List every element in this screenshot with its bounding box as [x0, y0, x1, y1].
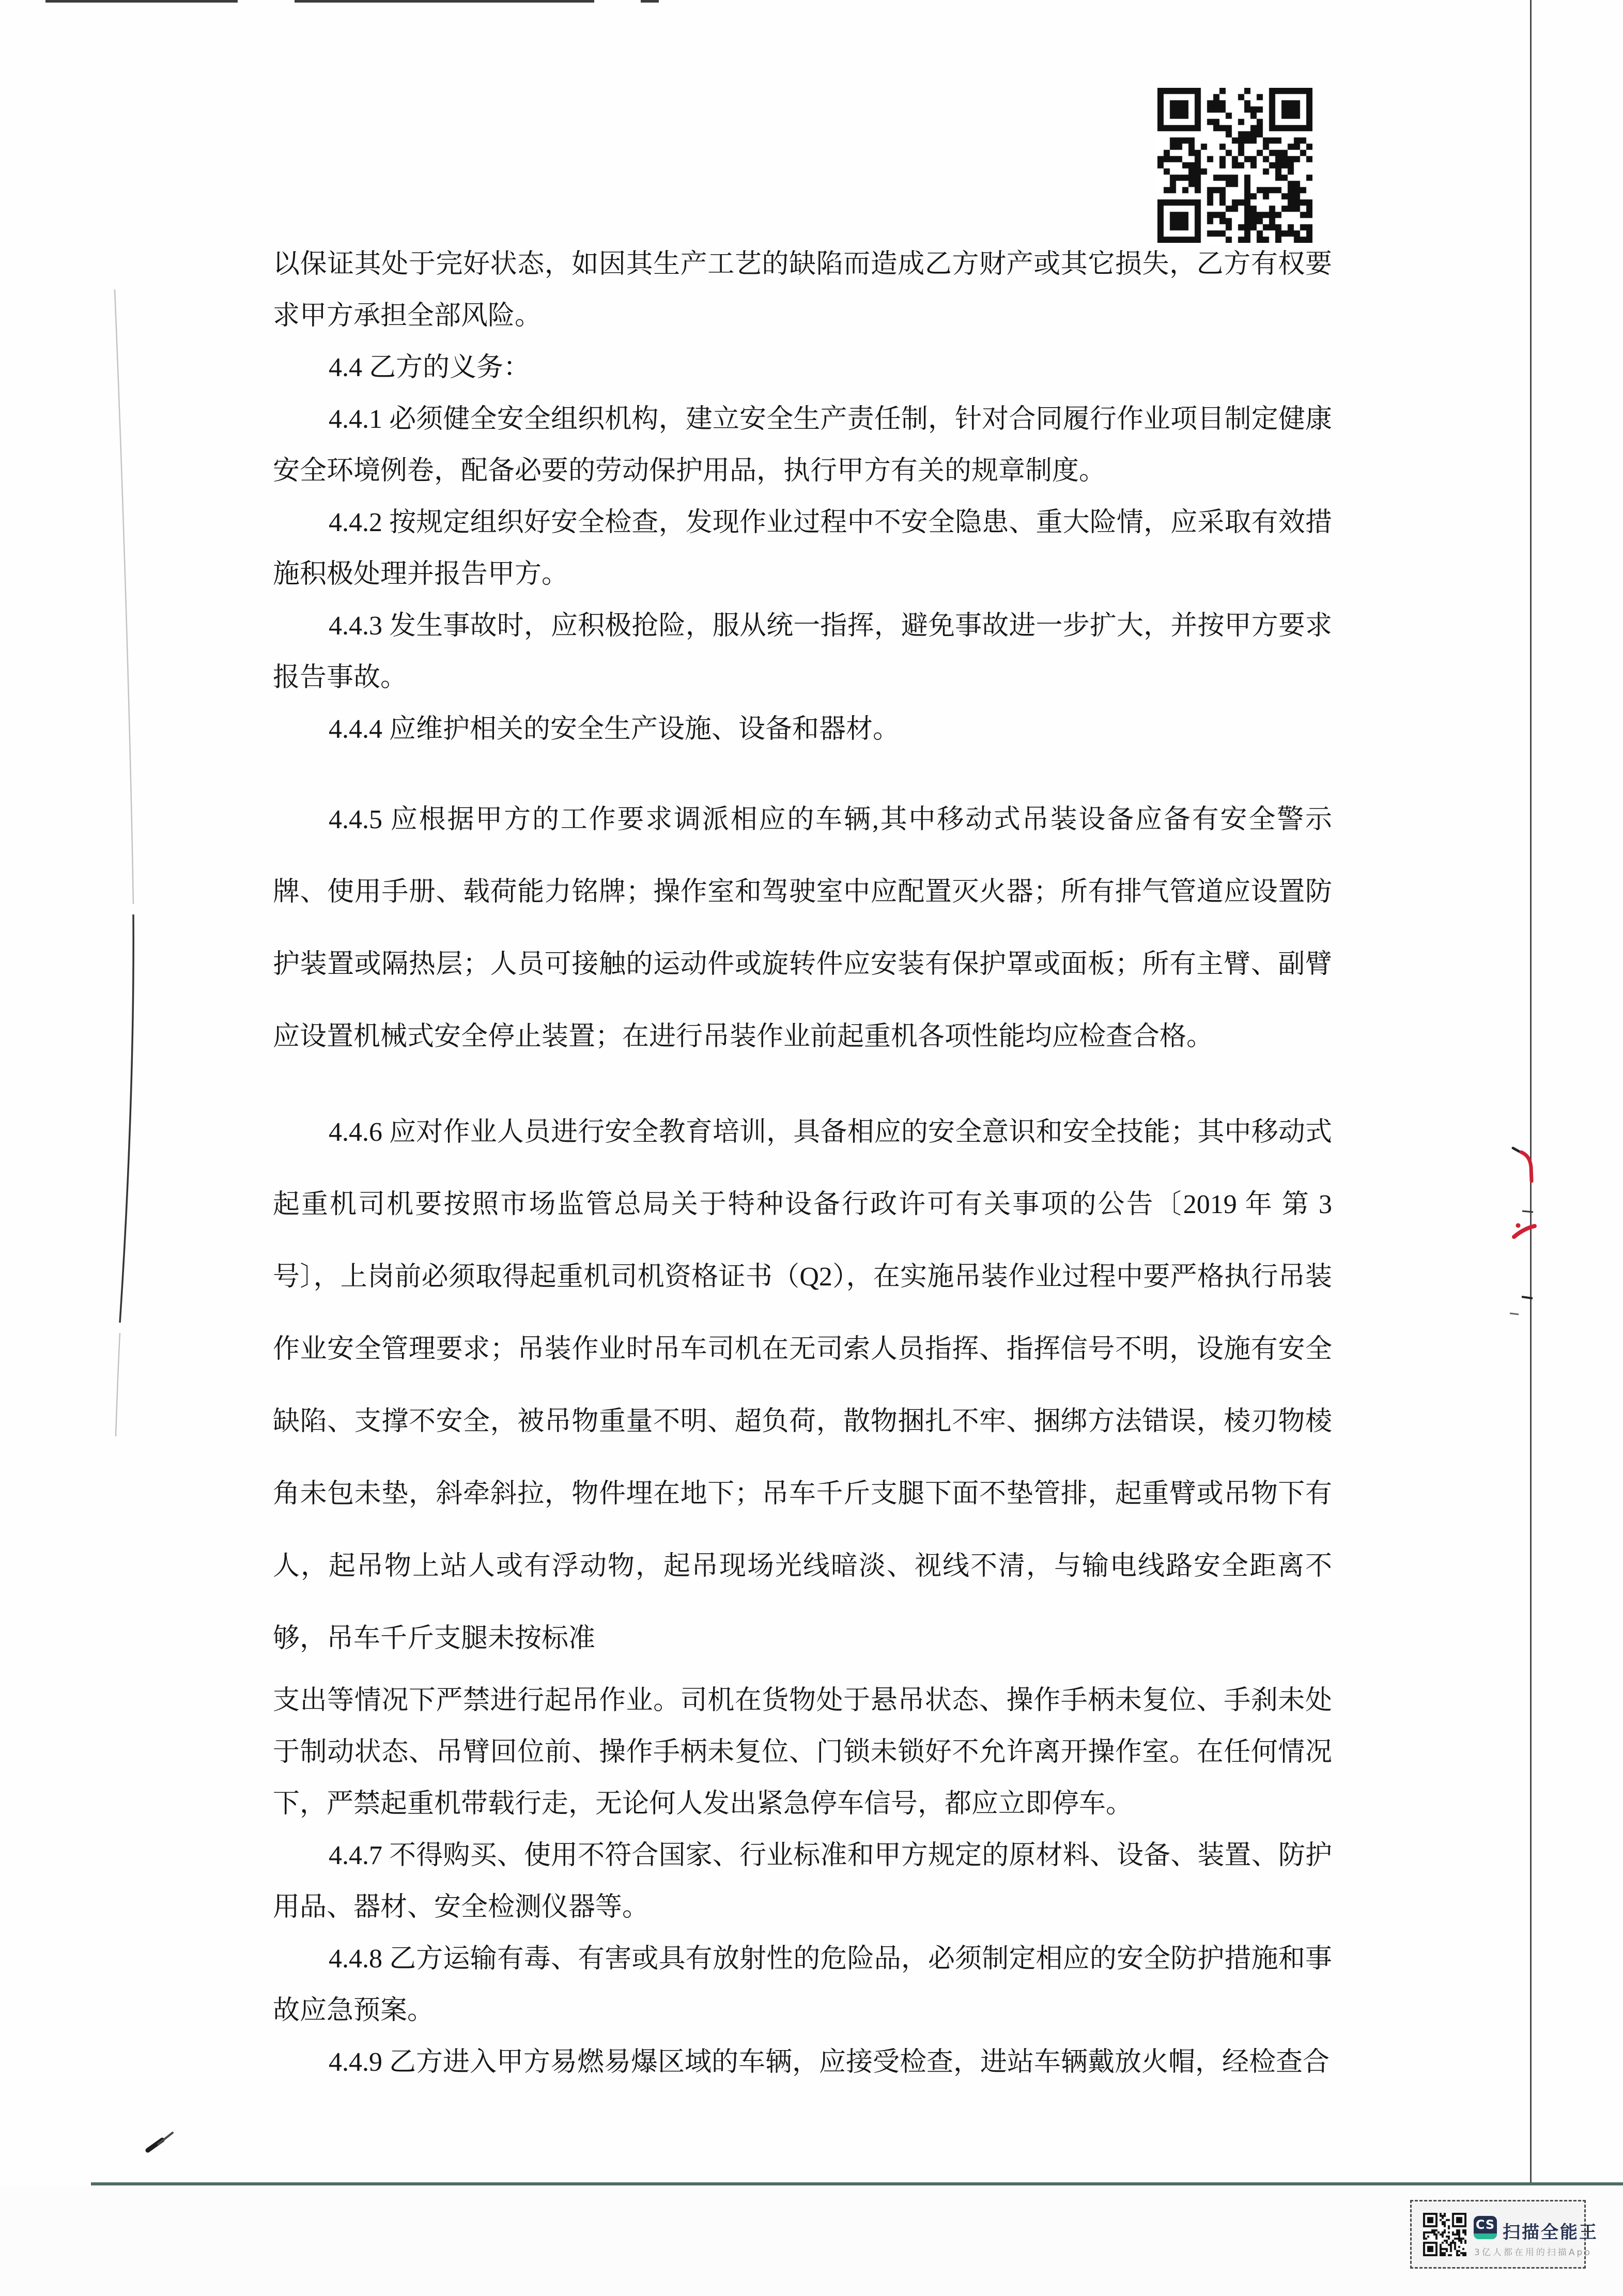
red-annotation-dash	[1514, 1226, 1535, 1237]
camscanner-watermark	[1410, 2200, 1598, 2269]
page-right-edge	[1530, 0, 1532, 2184]
left-crease-line	[116, 1333, 120, 1436]
left-crease-line	[115, 289, 133, 904]
paragraph: 4.4.5 应根据甲方的工作要求调派相应的车辆,其中移动式吊装设备应备有安全警示牌、使用手册、载荷能力铭牌；操作室和驾驶室中应配置灭火器；所有排气管道应设置防护装置或隔热层；人员可接触的运动件或旋转件应安装有保护罩或面板；所有主臂、副臂应设置机械式安全停止装置；在进行吊装作业前起重机各项性能均应检查合格。	[273, 805, 1332, 1051]
scan-top-edge	[45, 0, 238, 3]
camscanner-tagline: 3亿人都在用的扫描App	[1474, 2247, 1593, 2258]
paragraph: 4.4.3 发生事故时，应积极抢险，服从统一指挥，避免事故进一步扩大，并按甲方要求报告事故。	[273, 611, 1332, 692]
paragraph: 4.4 乙方的义务：	[329, 353, 531, 382]
page-bottom-edge	[91, 2182, 1623, 2185]
contract-text	[273, 239, 1332, 2088]
camscanner-logo-teal-bar	[1474, 2233, 1497, 2239]
paragraph: 支出等情况下严禁进行起吊作业。司机在货物处于悬吊状态、操作手柄未复位、手刹未处于制动状态、吊臂回位前、操作手柄未复位、门锁未锁好不允许离开操作室。在任何情况下，严禁起重机带载行走，无论何人发出紧急停车信号，都应立即停车。	[273, 1686, 1332, 1819]
black-pen-stroke	[1513, 1148, 1522, 1153]
paragraph: 4.4.9 乙方进入甲方易燃易爆区域的车辆，应接受检查，进站车辆戴放火帽，经检查合	[329, 2047, 1330, 2077]
red-annotation-dot	[1516, 1223, 1521, 1228]
qr-code	[1157, 88, 1312, 243]
camscanner-app-name: 扫描全能王	[1503, 2222, 1598, 2243]
pen-tick-mark	[158, 2133, 173, 2144]
paragraph: 4.4.4 应维护相关的安全生产设施、设备和器材。	[329, 715, 900, 744]
paragraph: 4.4.2 按规定组织好安全检查，发现作业过程中不安全隐患、重大险情，应采取有效措施积极处理并报告甲方。	[273, 508, 1332, 589]
paragraph: 4.4.1 必须健全安全组织机构，建立安全生产责任制，针对合同履行作业项目制定健康安全环境例卷，配备必要的劳动保护用品，执行甲方有关的规章制度。	[273, 405, 1332, 486]
camscanner-logo-text: CS	[1475, 2217, 1495, 2232]
watermark-qr-code	[1423, 2213, 1466, 2256]
paragraph: 4.4.7 不得购买、使用不符合国家、行业标准和甲方规定的原材料、设备、装置、防护用品、器材、安全检测仪器等。	[273, 1841, 1332, 1922]
scanner-background	[0, 2185, 1623, 2296]
left-crease-line	[120, 914, 133, 1323]
scan-top-edge	[295, 0, 594, 3]
black-tick-mark	[1510, 1313, 1519, 1314]
paragraph: 4.4.8 乙方运输有毒、有害或具有放射性的危险品，必须制定相应的安全防护措施和事故应急预案。	[273, 1944, 1332, 2025]
pen-tick-mark	[148, 2140, 162, 2150]
paragraph: 4.4.6 应对作业人员进行安全教育培训，具备相应的安全意识和安全技能；其中移动式起重机司机要按照市场监管总局关于特种设备行政许可有关事项的公告〔2019 年 第 3 号〕，上岗前必须取得起重机司机资格证书（Q2），在实施吊装作业过程中要严格执行吊装作业安全管理要求；吊装作业时吊车司机在无司索人员指挥、指挥信号不明，设施有安全缺陷、支撑不安全，被吊物重量不明、超负荷，散物捆扎不牢、捆绑方法错误，棱刃物棱角未包未垫，斜牵斜拉，物件埋在地下；吊车千斤支腿下面不垫管排，起重臂或吊物下有人，起吊物上站人或有浮动物，起吊现场光线暗淡、视线不清，与输电线路安全距离不够，吊车千斤支腿未按标准	[273, 1118, 1332, 1653]
camscanner-logo	[1474, 2216, 1497, 2239]
scan-top-edge	[641, 0, 659, 3]
paragraph: 以保证其处于完好状态，如因其生产工艺的缺陷而造成乙方财产或其它损失，乙方有权要求甲方承担全部风险。	[273, 250, 1332, 331]
